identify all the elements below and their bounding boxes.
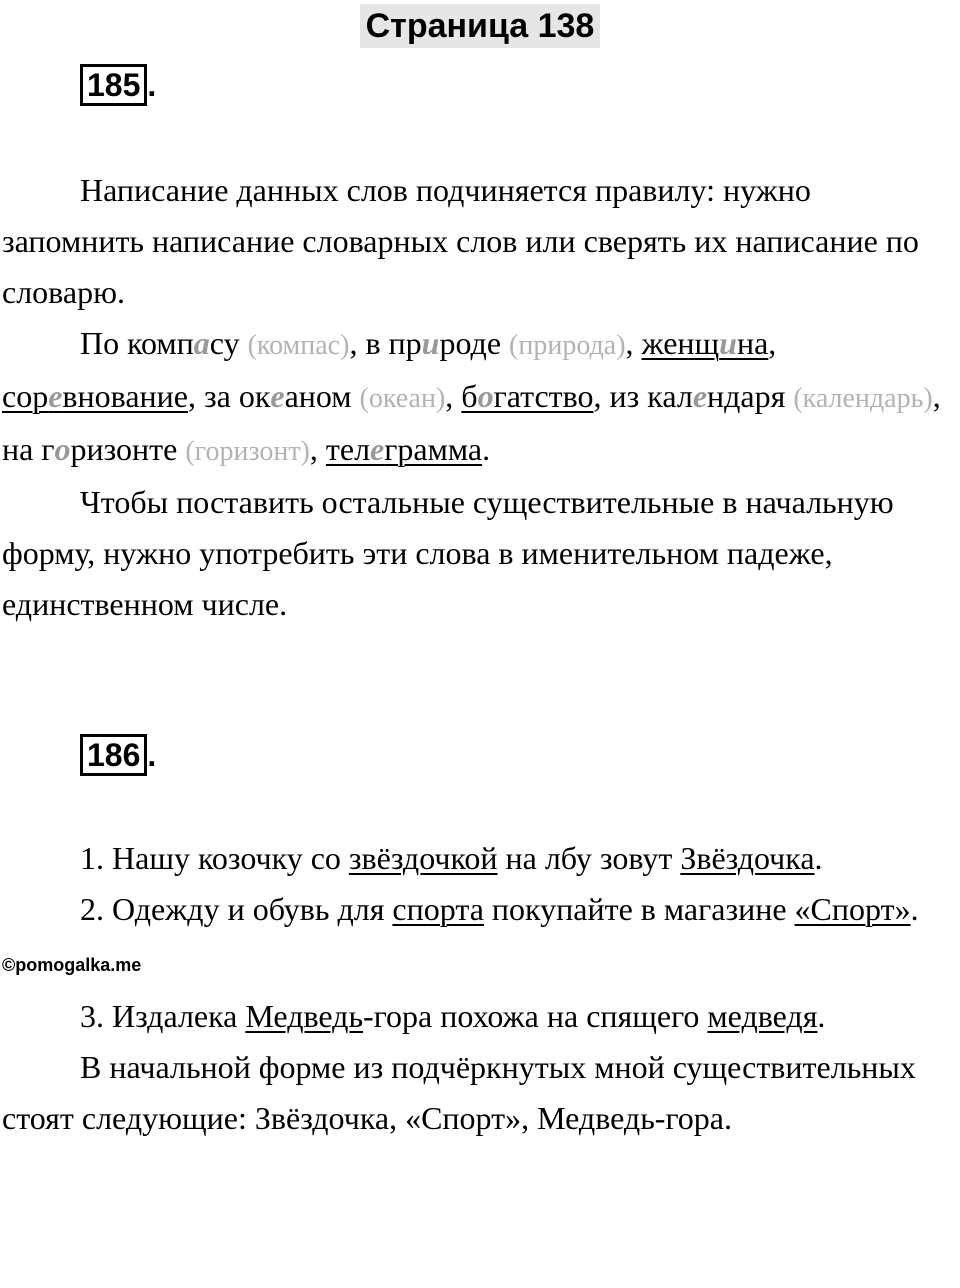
page-title: Страница 138 (360, 4, 601, 48)
paragraph-rule: Написание данных слов подчиняется правилу: нужно запомнить написание словарных слов или сверять их написание по словарю. (2, 172, 919, 310)
watermark: ©pomogalka.me (2, 955, 142, 975)
underlined-word: богатство (461, 378, 594, 414)
sentence-2: 2. Одежду и обувь для спорта покупайте в магазине «Спорт». ©pomogalka.me (2, 891, 919, 975)
underlined-word: соревнование (2, 378, 188, 414)
sentence-1: 1. Нашу козочку со звёздочкой на лбу зовут Звёздочка. (80, 840, 823, 876)
exercise-number-186: 186 . (80, 734, 156, 776)
exercise-185-text (2, 165, 958, 630)
sentence-3: 3. Издалека Медведь-гора похожа на спящего медведя. (80, 998, 826, 1034)
paragraph-initial-form: Чтобы поставить остальные существительные в начальную форму, нужно употребить эти слова в именительном падеже, единственном числе. (2, 484, 894, 622)
paragraph-words: По компасу (компас), в природе (природа), женщина, соревнование, за океаном (океан), богатство, из календаря (календарь), на горизонте (горизонт), телеграмма. (2, 325, 941, 467)
exercise-186-text (2, 833, 958, 1144)
exercise-number-185: 185 . (80, 64, 156, 106)
paragraph-conclusion: В начальной форме из подчёркнутых мной существительных стоят следующие: Звёздочка, «Спорт», Медведь-гора. (2, 1049, 916, 1136)
underlined-word: телеграмма (325, 431, 483, 467)
page-header (0, 4, 960, 48)
underlined-word: женщина (641, 325, 769, 361)
